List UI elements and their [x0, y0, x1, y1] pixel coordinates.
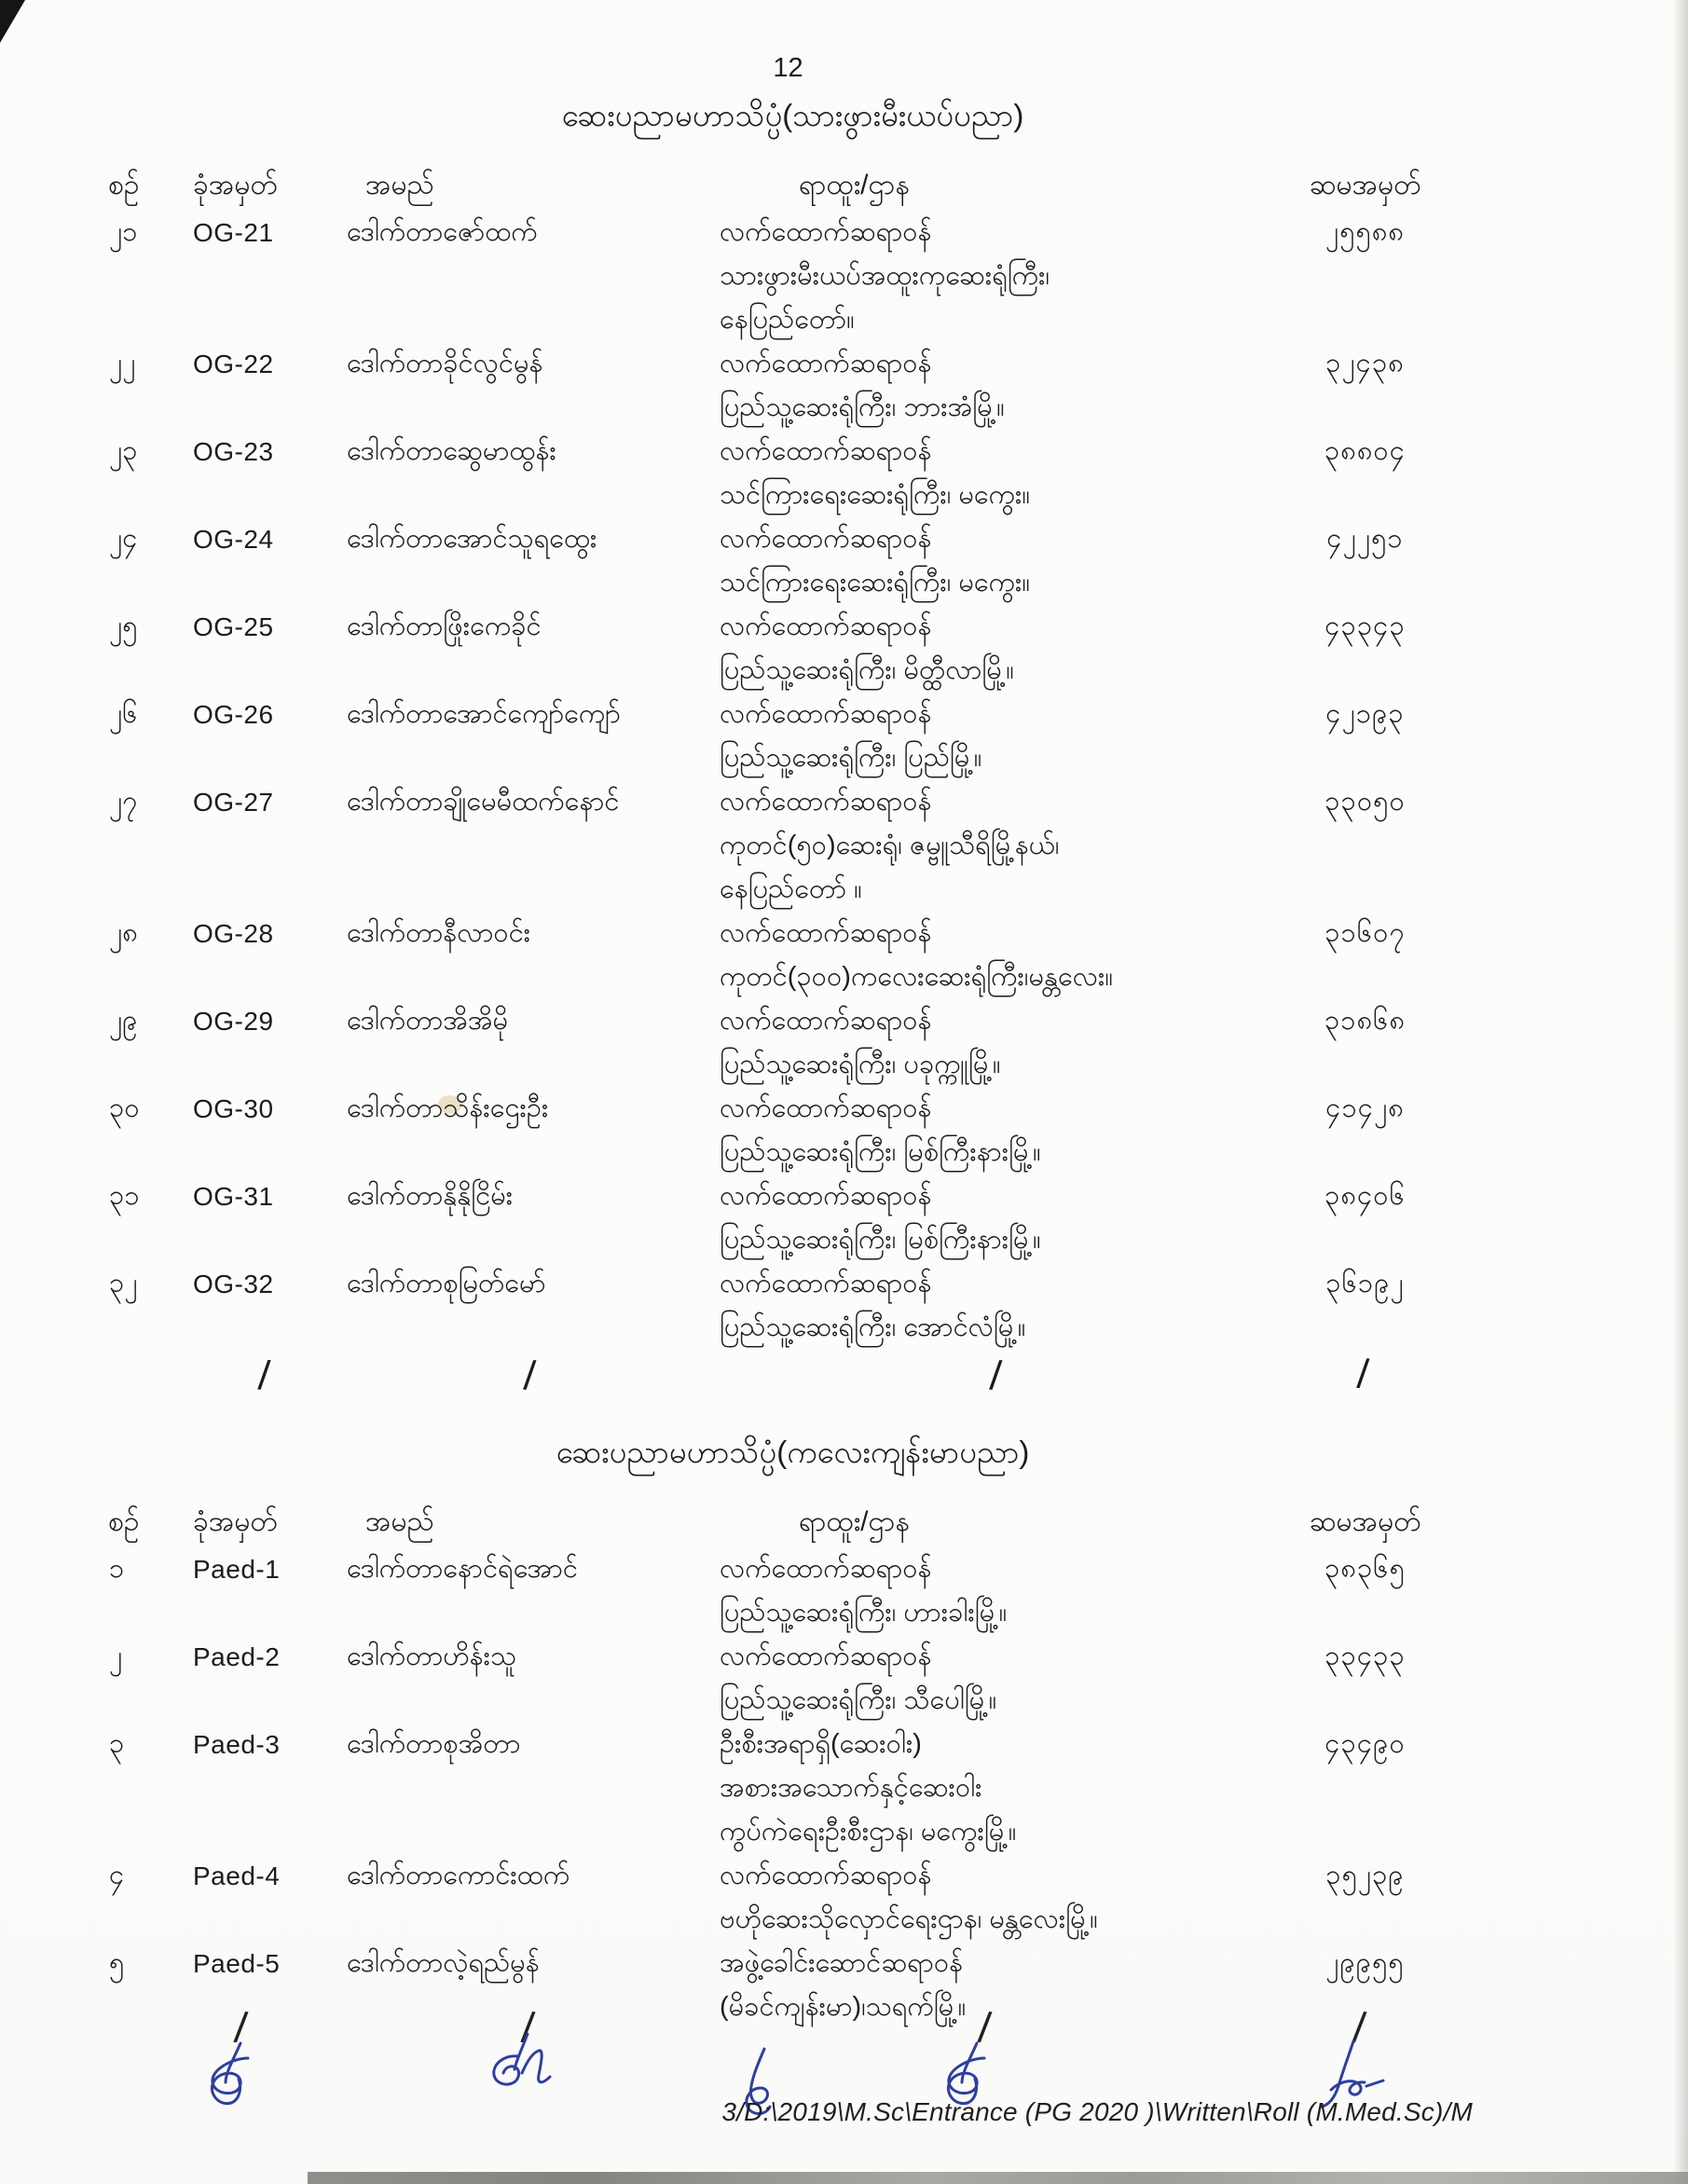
row-position-department — [720, 605, 1279, 693]
tick-mark: / — [256, 1353, 272, 1399]
row-position-department — [720, 912, 1279, 999]
row-exam-number: ၄၃၄၉၀ — [1324, 1729, 1406, 1759]
row-roll-number: OG-25 — [193, 612, 274, 641]
row-doctor-name: ဒေါက်တာအိအိမို — [347, 1006, 509, 1036]
row-position-line: လက်ထောက်ဆရာဝန် — [720, 1554, 932, 1584]
row-position-line: နေပြည်တော်။ — [720, 305, 855, 335]
table-row — [104, 1087, 1688, 1174]
row-doctor-name: ဒေါက်တာဖြိုးကေခိုင် — [347, 611, 542, 641]
row-position-line: လက်ထောက်ဆရာဝန် — [720, 611, 932, 641]
row-position-line: သင်ကြားရေးဆေးရုံကြီး၊ မကွေး။ — [720, 568, 1031, 598]
row-roll-number: Paed-3 — [193, 1730, 281, 1759]
row-position-line: လက်ထောက်ဆရာဝန် — [720, 1861, 932, 1890]
row-serial: ၃၂ — [109, 1269, 138, 1298]
table-row — [104, 605, 1688, 693]
table-row — [104, 342, 1688, 430]
row-position-department — [720, 999, 1279, 1087]
row-exam-number: ၃၅၂၃၉ — [1325, 1861, 1405, 1890]
table-row — [104, 912, 1688, 999]
row-serial: ၂ — [109, 1641, 123, 1671]
header-serial: စဉ် — [108, 170, 140, 200]
table-row — [104, 693, 1688, 780]
row-position-department — [720, 342, 1279, 430]
row-exam-number: ၃၈၈၀၄ — [1324, 436, 1407, 466]
row-position-line: ပြည်သူ့ဆေးရုံကြီး၊ မြစ်ကြီးနားမြို့။ — [720, 1137, 1041, 1167]
row-position-department — [720, 517, 1279, 605]
row-position-line: ပြည်သူ့ဆေးရုံကြီး၊ မိတ္ထီလာမြို့။ — [720, 655, 1015, 685]
row-position-department — [720, 693, 1279, 780]
row-roll-number: Paed-2 — [193, 1642, 281, 1671]
section-obgyn — [0, 95, 1688, 1408]
row-position-line: ပြည်သူ့ဆေးရုံကြီး၊ ပြည်မြို့။ — [720, 743, 982, 773]
row-exam-number: ၃၁၆၀၇ — [1324, 918, 1406, 948]
row-position-line: လက်ထောက်ဆရာဝန် — [720, 699, 932, 729]
row-position-line: ပြည်သူ့ဆေးရုံကြီး၊ မြစ်ကြီးနားမြို့။ — [720, 1225, 1041, 1255]
row-exam-number: ၃၂၄၃၈ — [1325, 349, 1405, 378]
row-doctor-name: ဒေါက်တာဆွေမာထွန်း — [347, 436, 556, 466]
header-name: အမည် — [365, 1506, 434, 1537]
row-roll-number: OG-28 — [193, 919, 274, 948]
row-roll-number: Paed-1 — [193, 1555, 281, 1584]
file-path-footer: 3/D:\2019\M.Sc\Entrance (PG 2020 )\Written\Roll (M.Med.Sc)/M — [721, 2097, 1473, 2126]
row-position-department — [720, 1547, 1279, 1635]
row-doctor-name: ဒေါက်တာသိန်းဌေးဦး — [347, 1093, 549, 1123]
signature-2-icon — [485, 2032, 578, 2139]
row-roll-number: OG-22 — [193, 350, 274, 378]
row-position-line: ပြည်သူ့ဆေးရုံကြီး၊ ပခုက္ကူမြို့။ — [720, 1050, 1001, 1079]
row-position-line: ဗဟိုဆေးသိုလှောင်ရေးဌာန၊ မန္တလေးမြို့။ — [720, 1904, 1098, 1934]
table-row — [104, 1547, 1688, 1635]
row-position-line: ပြည်သူ့ဆေးရုံကြီး၊ အောင်လံမြို့။ — [720, 1312, 1026, 1342]
scan-corner-artifact — [0, 0, 25, 43]
row-roll-number: OG-27 — [193, 788, 274, 817]
row-position-line: လက်ထောက်ဆရာဝန် — [720, 1641, 932, 1671]
tick-mark: / — [1351, 2002, 1368, 2053]
row-serial: ၂၁ — [109, 217, 138, 247]
table-row — [104, 780, 1688, 912]
row-position-line: လက်ထောက်ဆရာဝန် — [720, 217, 932, 247]
header-serial: စဉ် — [108, 1506, 140, 1537]
section-paediatrics — [0, 1432, 1688, 2029]
row-roll-number: OG-24 — [193, 525, 274, 554]
table-header-row — [104, 164, 1688, 207]
row-serial: ၂၃ — [109, 436, 138, 466]
row-roll-number: OG-30 — [193, 1094, 274, 1123]
tick-mark: / — [522, 1353, 538, 1400]
document-content — [0, 52, 1688, 2029]
row-position-department — [720, 1723, 1279, 1854]
row-position-department — [720, 1854, 1279, 1942]
row-serial: ၂၄ — [109, 524, 138, 554]
row-position-department — [720, 1174, 1279, 1262]
row-doctor-name: ဒေါက်တာအောင်ကျော်ကျော် — [347, 699, 621, 729]
row-position-department — [720, 780, 1279, 912]
header-roll-number: ခုံအမှတ် — [193, 170, 278, 200]
row-serial: ၅ — [109, 1948, 125, 1978]
row-serial: ၁ — [109, 1554, 125, 1584]
header-roll-number: ခုံအမှတ် — [193, 1506, 278, 1537]
row-position-line: ကွပ်ကဲရေးဦးစီးဌာန၊ မကွေးမြို့။ — [720, 1817, 1017, 1847]
table-row — [104, 1723, 1688, 1854]
row-serial: ၂၈ — [109, 918, 138, 948]
row-exam-number: ၂၅၅၈၈ — [1324, 217, 1405, 247]
row-position-line: လက်ထောက်ဆရာဝန် — [720, 787, 932, 817]
row-position-department — [720, 1087, 1279, 1174]
row-doctor-name: ဒေါက်တာခိုင်လွင်မွန် — [347, 349, 543, 378]
row-position-line: ပြည်သူ့ဆေးရုံကြီး၊ ဘားအံမြို့။ — [720, 392, 1005, 422]
row-serial: ၂၂ — [109, 349, 136, 378]
row-position-line: သင်ကြားရေးဆေးရုံကြီး၊ မကွေး။ — [720, 480, 1031, 510]
row-doctor-name: ဒေါက်တာလဲ့ရည်မွန် — [347, 1948, 540, 1978]
row-exam-number: ၃၆၁၉၂ — [1325, 1269, 1405, 1298]
row-position-line: လက်ထောက်ဆရာဝန် — [720, 1006, 932, 1036]
row-roll-number: OG-26 — [193, 700, 274, 729]
row-doctor-name: ဒေါက်တာဟိန်းသူ — [347, 1641, 517, 1671]
section-title: ဆေးပညာမဟာသိပ္ပံ(သားဖွားမီးယပ်ပညာ) — [561, 98, 1024, 132]
row-exam-number: ၄၂၂၅၁ — [1326, 524, 1404, 554]
table-rows — [0, 211, 1688, 1350]
signature-1-icon — [198, 2041, 272, 2149]
row-doctor-name: ဒေါက်တာဇော်ထက် — [347, 217, 538, 247]
row-exam-number: ၃၈၄၀၆ — [1324, 1181, 1406, 1211]
row-roll-number: Paed-4 — [193, 1861, 281, 1890]
tick-mark: / — [232, 2002, 250, 2053]
table-row — [104, 999, 1688, 1087]
tick-mark: / — [988, 1353, 1004, 1400]
row-position-line: ဦးစီးအရာရှိ(ဆေးဝါး) — [720, 1729, 922, 1759]
row-position-line: ကုတင်(၅၀)ဆေးရုံ၊ ဇမ္ဗူသီရိမြို့နယ်၊ — [720, 831, 1060, 860]
row-roll-number: OG-23 — [193, 437, 274, 466]
row-exam-number: ၄၃၃၄၃ — [1324, 611, 1406, 641]
row-position-department — [720, 430, 1279, 517]
row-position-line: သားဖွားမီးယပ်အထူးကုဆေးရုံကြီး၊ — [720, 261, 1050, 291]
row-doctor-name: ဒေါက်တာစုအိတာ — [347, 1729, 521, 1759]
row-serial: ၂၉ — [109, 1006, 138, 1036]
row-exam-number: ၃၃၄၃၃ — [1324, 1641, 1406, 1671]
row-position-line: ပြည်သူ့ဆေးရုံကြီး၊ သီပေါမြို့။ — [720, 1685, 997, 1715]
row-serial: ၂၅ — [109, 611, 138, 641]
row-position-line: နေပြည်တော် ။ — [720, 874, 862, 904]
signature-5-icon — [1312, 2038, 1406, 2145]
section-title: ဆေးပညာမဟာသိပ္ပံ(ကလေးကျန်းမာပညာ) — [556, 1435, 1030, 1469]
header-position-dept: ရာထူး/ဌာန — [799, 170, 911, 200]
row-exam-number: ၄၂၁၉၃ — [1325, 699, 1405, 729]
row-exam-number: ၄၁၄၂၈ — [1325, 1093, 1405, 1123]
header-exam-number: ဆမအမှတ် — [1309, 1506, 1421, 1537]
row-position-line: အစားအသောက်နှင့်ဆေးဝါး — [720, 1773, 982, 1803]
table-row — [104, 1854, 1688, 1942]
table-row — [104, 430, 1688, 517]
row-doctor-name: ဒေါက်တာအောင်သူရထွေး — [347, 524, 597, 554]
row-serial: ၂၆ — [109, 699, 138, 729]
row-position-line: လက်ထောက်ဆရာဝန် — [720, 1093, 932, 1123]
row-doctor-name: ဒေါက်တာနိုနိုငြိမ်း — [347, 1181, 514, 1211]
tick-mark: / — [1355, 1351, 1371, 1398]
row-serial: ၃၀ — [109, 1093, 140, 1123]
row-position-line: အဖွဲ့ခေါင်းဆောင်ဆရာဝန် — [720, 1948, 964, 1978]
signature-area — [0, 1989, 1688, 2176]
row-position-department — [720, 1635, 1279, 1723]
row-exam-number: ၃၃၀၅၀ — [1324, 787, 1406, 817]
row-serial: ၄ — [109, 1861, 125, 1890]
page-number: 12 — [773, 53, 803, 83]
row-exam-number: ၂၉၉၅၅ — [1325, 1948, 1405, 1978]
row-exam-number: ၃၁၈၆၈ — [1324, 1006, 1407, 1036]
tick-mark: / — [519, 2002, 537, 2053]
row-doctor-name: ဒေါက်တာကောင်းထက် — [347, 1861, 570, 1890]
row-position-line: (မိခင်ကျန်းမာ)၊သရက်မြို့။ — [720, 1992, 967, 2022]
row-position-line: လက်ထောက်ဆရာဝန် — [720, 918, 932, 948]
row-position-line: ပြည်သူ့ဆေးရုံကြီး၊ ဟားခါးမြို့။ — [720, 1598, 1008, 1628]
table-end-marks — [104, 1350, 1688, 1408]
row-roll-number: OG-32 — [193, 1270, 274, 1298]
row-position-line: လက်ထောက်ဆရာဝန် — [720, 1269, 932, 1298]
row-position-department — [720, 211, 1279, 342]
row-serial: ၃ — [109, 1729, 125, 1759]
row-position-line: ကုတင်(၃၀၀)ကလေးဆေးရုံကြီး၊မန္တလေး။ — [720, 962, 1114, 992]
row-position-line: လက်ထောက်ဆရာဝန် — [720, 524, 932, 554]
row-doctor-name: ဒေါက်တာချိုမေမီထက်နောင် — [347, 787, 620, 817]
table-row — [104, 211, 1688, 342]
signature-4-icon — [932, 2041, 1007, 2149]
row-roll-number: Paed-5 — [193, 1949, 281, 1978]
header-exam-number: ဆမအမှတ် — [1309, 170, 1421, 200]
table-row — [104, 1174, 1688, 1262]
header-position-dept: ရာထူး/ဌာန — [799, 1506, 911, 1537]
table-row — [104, 1635, 1688, 1723]
table-row — [104, 517, 1688, 605]
row-doctor-name: ဒေါက်တာနီလာဝင်း — [347, 918, 531, 948]
header-name: အမည် — [365, 170, 434, 200]
tick-mark: / — [976, 2002, 994, 2053]
table-header-row — [104, 1501, 1688, 1544]
row-doctor-name: ဒေါက်တာနောင်ရဲအောင် — [347, 1554, 578, 1584]
table-row — [104, 1262, 1688, 1350]
row-roll-number: OG-21 — [193, 218, 274, 247]
row-serial: ၃၁ — [109, 1181, 140, 1211]
table-rows — [0, 1547, 1688, 2029]
row-position-line: လက်ထောက်ဆရာဝန် — [720, 349, 932, 378]
row-doctor-name: ဒေါက်တာစုမြတ်မော် — [347, 1269, 546, 1298]
row-exam-number: ၃၈၃၆၅ — [1324, 1554, 1406, 1584]
row-serial: ၂၇ — [109, 787, 138, 817]
row-roll-number: OG-29 — [193, 1007, 274, 1036]
row-position-line: လက်ထောက်ဆရာဝန် — [720, 436, 932, 466]
row-roll-number: OG-31 — [193, 1182, 274, 1211]
row-position-line: လက်ထောက်ဆရာဝန် — [720, 1181, 932, 1211]
